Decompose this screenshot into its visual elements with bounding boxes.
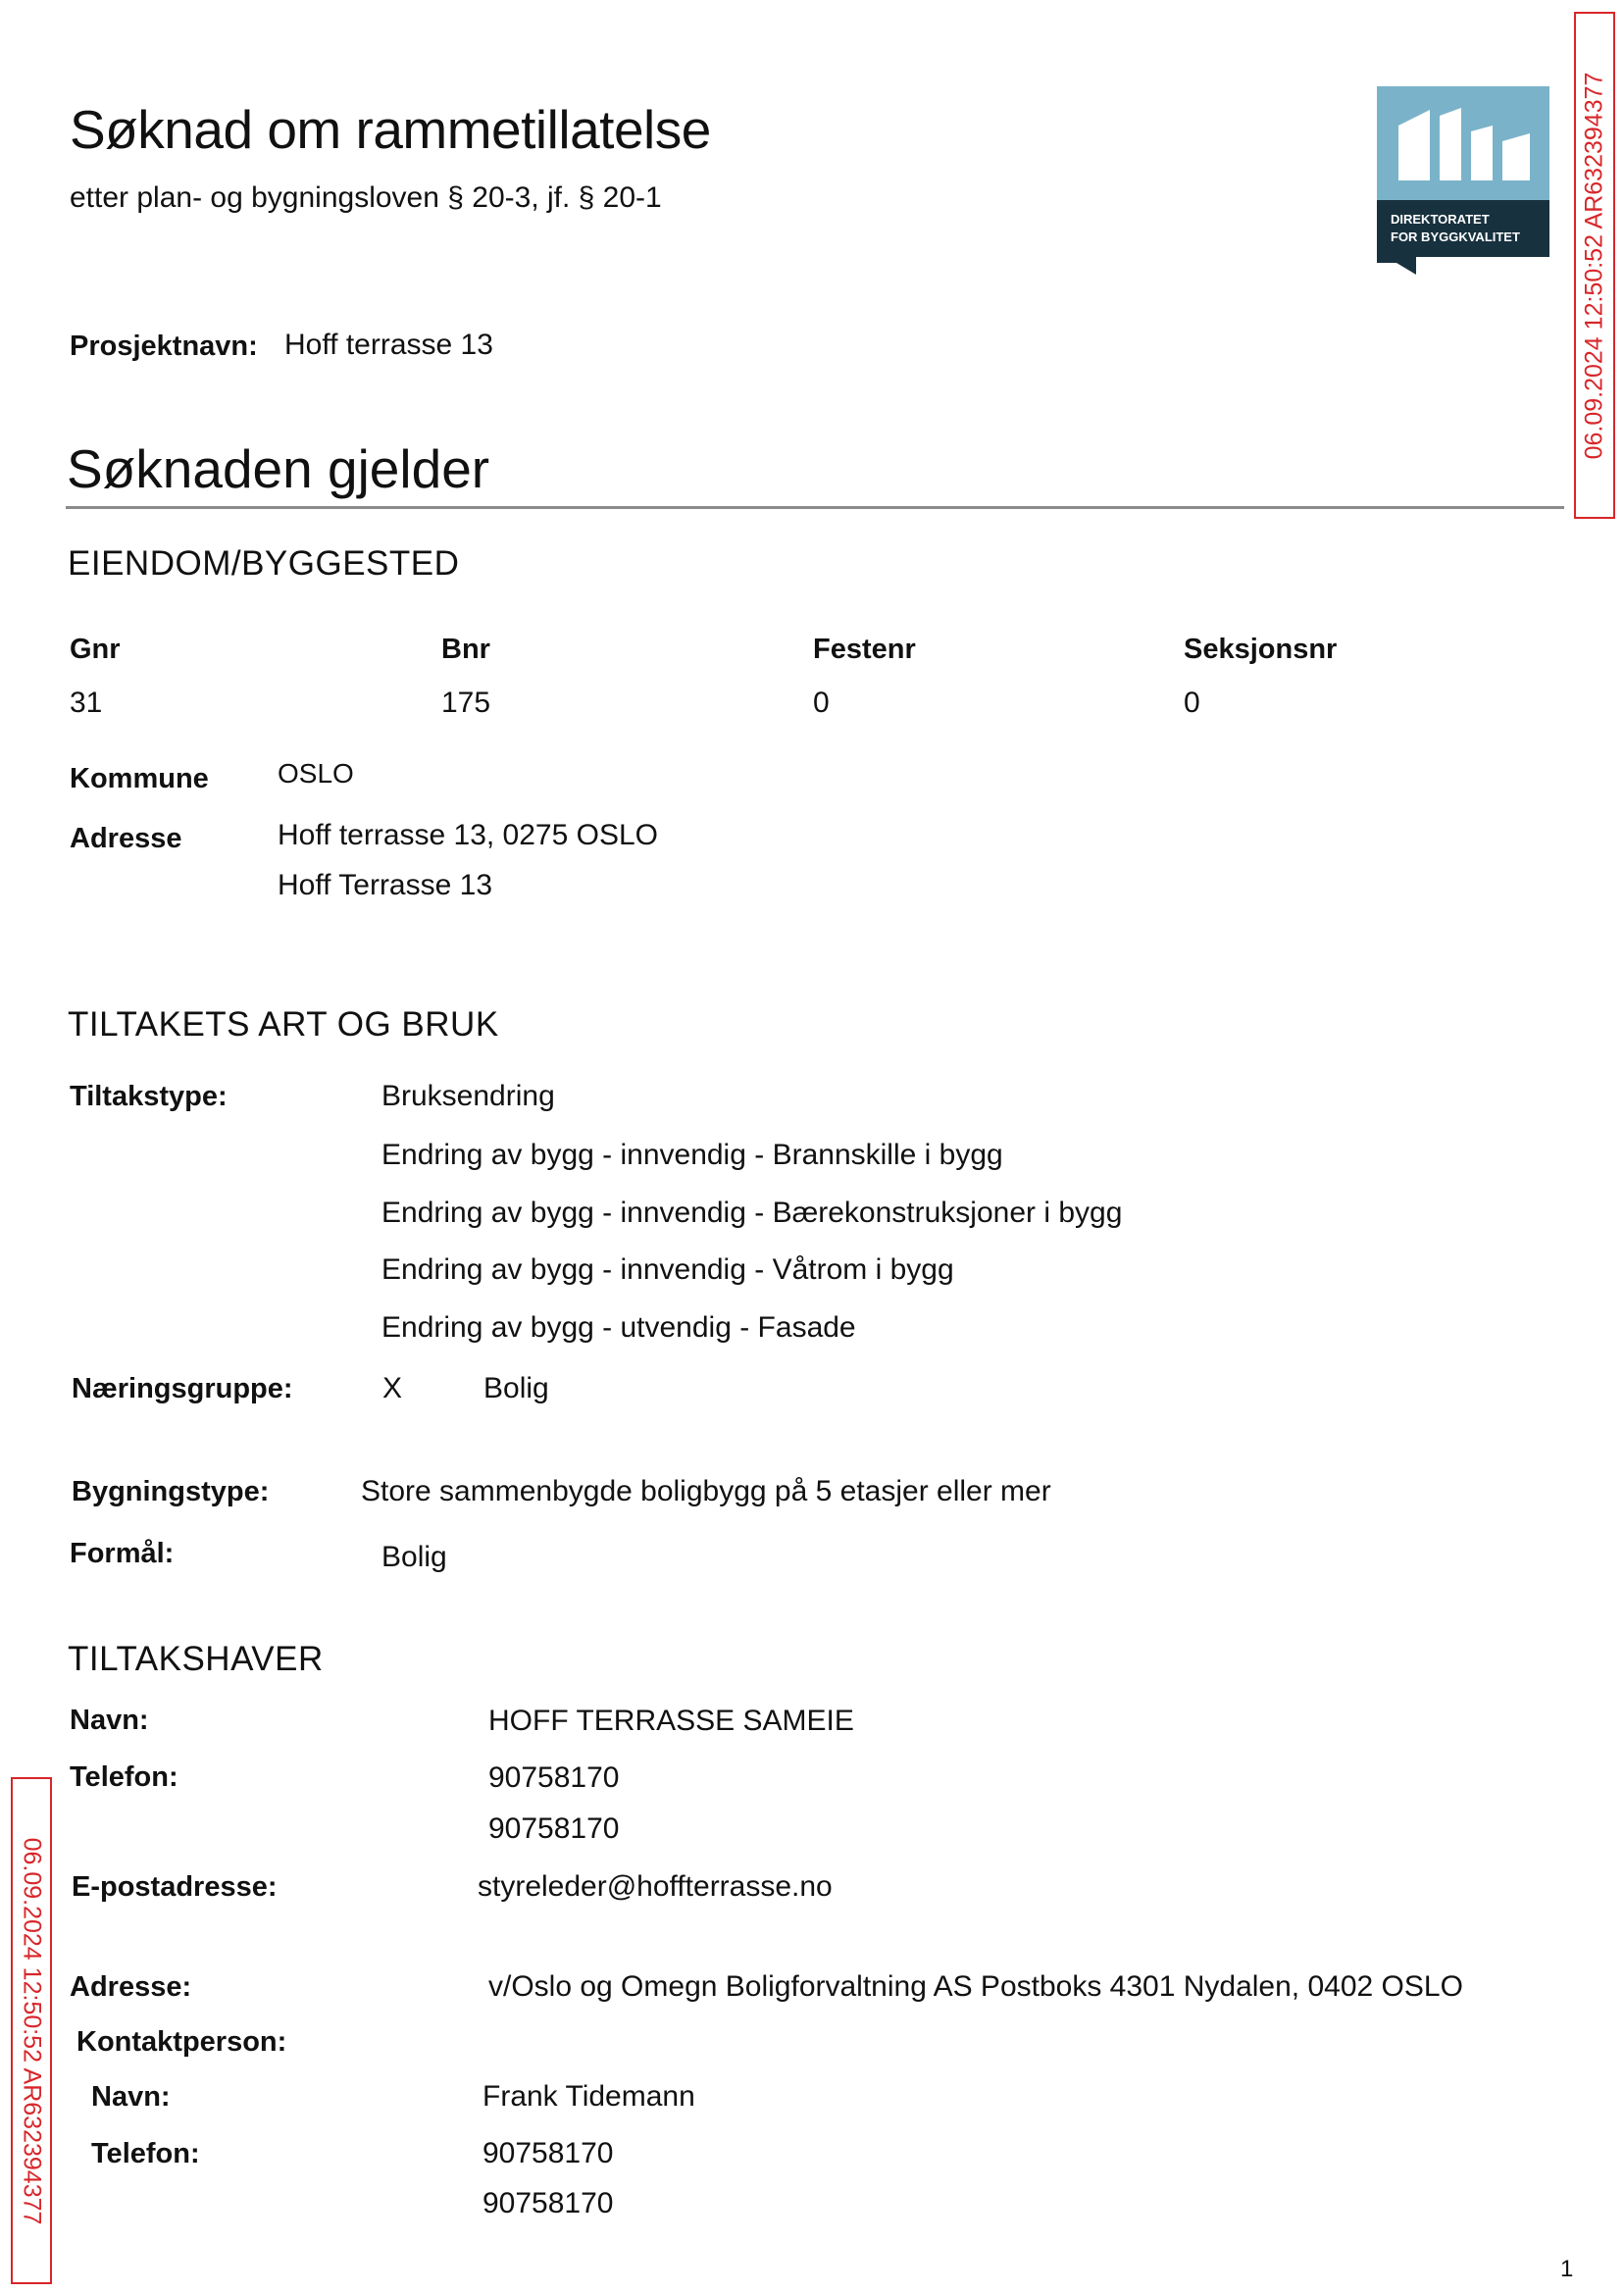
bnr-label: Bnr [441,634,490,665]
kontakt-telefon-value: 90758170 [482,2187,614,2219]
kontaktperson-label: Kontaktperson: [76,2026,287,2058]
tiltakshaver-navn-label: Navn: [70,1705,149,1736]
formal-label: Formål: [70,1538,175,1569]
logo-graphic [1377,86,1549,275]
tiltakstype-item: Endring av bygg - utvendig - Fasade [381,1311,856,1344]
tiltakshaver-heading: TILTAKSHAVER [68,1640,324,1678]
formal-value: Bolig [381,1541,447,1573]
naeringsgruppe-value: Bolig [483,1372,549,1404]
bnr-value: 175 [441,687,491,719]
project-label: Prosjektnavn: [70,331,258,362]
kommune-value: OSLO [278,758,354,789]
gnr-value: 31 [70,687,103,719]
tiltak-heading: TILTAKETS ART OG BRUK [68,1005,499,1044]
festenr-value: 0 [813,687,830,719]
tiltakshaver-adresse-label: Adresse: [70,1971,192,2003]
section-title: Søknaden gjelder [67,438,490,499]
kommune-label: Kommune [70,763,209,794]
dibk-logo [1377,86,1549,275]
stamp-text: 06.09.2024 12:50:52 AR632394377 [1580,72,1608,459]
naeringsgruppe-label: Næringsgruppe: [72,1373,293,1404]
logo-text-line1: DIREKTORATET [1391,212,1490,227]
kontakt-navn-value: Frank Tidemann [482,2080,695,2113]
document-subtitle: etter plan- og bygningsloven § 20-3, jf. § 20-1 [70,181,662,214]
tiltakshaver-telefon-value: 90758170 [488,1812,620,1845]
tiltakshaver-telefon-label: Telefon: [70,1761,178,1793]
kontakt-navn-label: Navn: [91,2081,171,2113]
bygningstype-value: Store sammenbygde boligbygg på 5 etasjer eller mer [361,1475,1051,1507]
seksjonsnr-label: Seksjonsnr [1184,634,1338,665]
logo-text-line2: FOR BYGGKVALITET [1391,229,1520,244]
bygningstype-label: Bygningstype: [72,1476,270,1507]
adresse-line-1: Hoff terrasse 13, 0275 OSLO [278,819,658,851]
stamp-text: 06.09.2024 12:50:52 AR632394377 [18,1837,46,2224]
section-divider [66,506,1564,509]
receipt-stamp-bottom [11,1777,52,2284]
tiltakstype-item: Endring av bygg - innvendig - Bærekonstruksjoner i bygg [381,1197,1123,1229]
document-title: Søknad om rammetillatelse [70,99,711,160]
naeringsgruppe-code: X [382,1372,403,1404]
tiltakshaver-navn-value: HOFF TERRASSE SAMEIE [488,1705,854,1737]
tiltakshaver-adresse-value: v/Oslo og Omegn Boligforvaltning AS Postboks 4301 Nydalen, 0402 OSLO [488,1970,1463,2003]
epost-value: styreleder@hoffterrasse.no [478,1870,833,1903]
kontakt-telefon-value: 90758170 [482,2137,614,2169]
tiltakshaver-telefon-value: 90758170 [488,1761,620,1794]
tiltakstype-item: Endring av bygg - innvendig - Våtrom i bygg [381,1253,954,1286]
project-value: Hoff terrasse 13 [284,329,493,361]
receipt-stamp-top [1574,12,1615,519]
tiltakstype-item: Bruksendring [381,1080,555,1112]
seksjonsnr-value: 0 [1184,687,1200,719]
tiltakstype-item: Endring av bygg - innvendig - Brannskille i bygg [381,1139,1003,1171]
eiendom-heading: EIENDOM/BYGGESTED [68,544,460,583]
page-number: 1 [1560,2256,1574,2282]
epost-label: E-postadresse: [72,1871,278,1903]
kontakt-telefon-label: Telefon: [91,2138,200,2169]
tiltakstype-label: Tiltakstype: [70,1081,228,1112]
adresse-label: Adresse [70,823,182,854]
adresse-line-2: Hoff Terrasse 13 [278,869,493,901]
gnr-label: Gnr [70,634,121,665]
festenr-label: Festenr [813,634,916,665]
